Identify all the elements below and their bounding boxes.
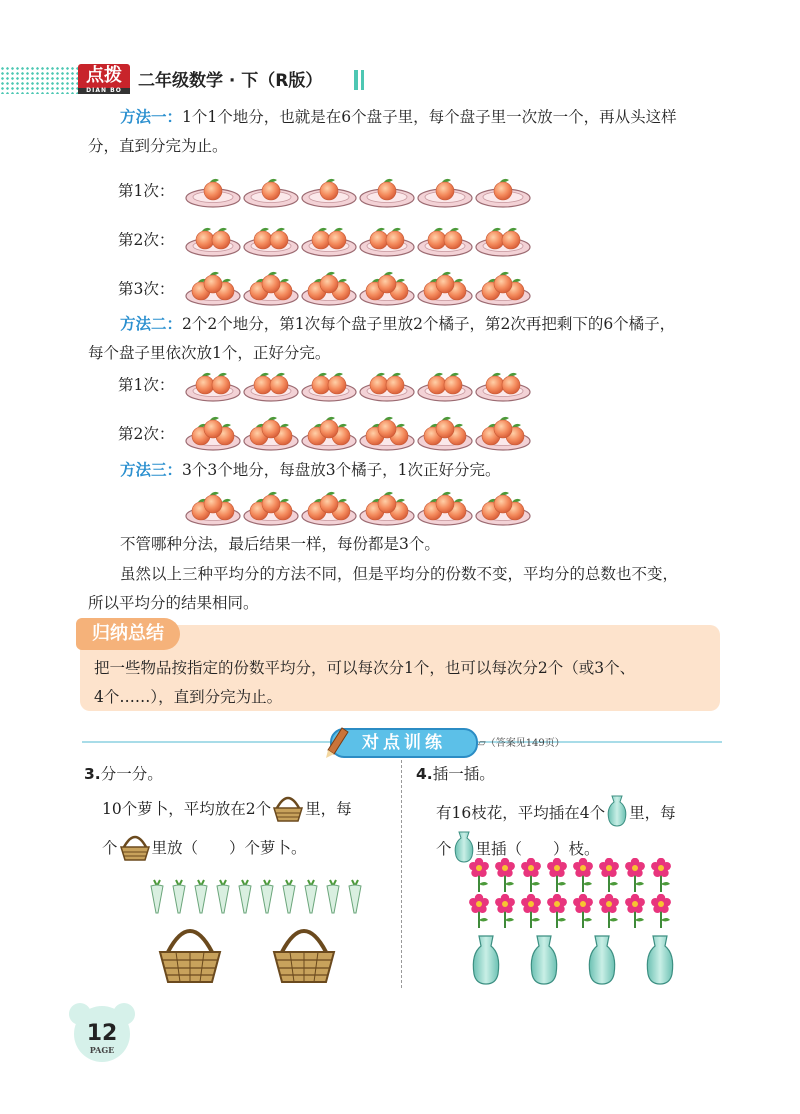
summary-line2: 4个……），直到分完为止。 (94, 688, 283, 706)
plate-with-oranges (474, 221, 532, 257)
plate-with-oranges (184, 415, 242, 451)
q4-number: 4. (416, 765, 433, 783)
plate-with-oranges (474, 172, 532, 208)
plates (184, 221, 532, 257)
carrot-icon (258, 876, 276, 914)
plate-with-oranges (184, 221, 242, 257)
brand-logo: 点拨 DIAN BO (78, 64, 130, 94)
plate-with-oranges (242, 172, 300, 208)
flower-icon (544, 858, 570, 892)
plates (184, 270, 532, 306)
plate-with-oranges (358, 415, 416, 451)
q4-line2a: 个 (436, 840, 452, 858)
plate-with-oranges (416, 270, 474, 306)
flower-icon (466, 858, 492, 892)
method3-label: 方法三： (120, 461, 183, 479)
carrot-icon (280, 876, 298, 914)
plate-with-oranges (300, 415, 358, 451)
flower-icon (648, 858, 674, 892)
flower-grid (466, 858, 676, 928)
method1-text2: 分，直到分完为止。 (88, 137, 228, 155)
q4-title: 插一插。 (432, 765, 495, 783)
plates (184, 172, 532, 208)
conclusion-1: 不管哪种分法，最后结果一样，每份都是3个。 (120, 535, 440, 553)
plate-with-oranges (184, 366, 242, 402)
fruit-row (118, 172, 532, 208)
plate-with-oranges (300, 366, 358, 402)
carrot-icon (302, 876, 320, 914)
plate-with-oranges (474, 490, 532, 526)
carrot-icon (346, 876, 364, 914)
q3-line1 (102, 794, 352, 824)
method1-text1: 1个1个地分，也就是在6个盘子里，每个盘子里一次放一个，再从头这样 (182, 108, 677, 126)
fruit-row (118, 270, 532, 306)
plates (184, 490, 532, 526)
plate-with-oranges (358, 270, 416, 306)
q4-line1a: 有16枝花，平均插在4个 (436, 804, 606, 822)
method1-label: 方法一： (120, 108, 183, 126)
page-number-badge (66, 1000, 138, 1064)
plate-with-oranges (300, 490, 358, 526)
method1-paragraph (120, 103, 730, 132)
plate-with-oranges (416, 490, 474, 526)
conclusion-2b: 所以平均分的结果相同。 (88, 594, 259, 612)
summary-tag: 归纳总结 (76, 618, 180, 650)
plate-with-oranges (358, 490, 416, 526)
method2-paragraph (120, 310, 730, 339)
q3-line1a: 10个萝卜，平均放在2个 (102, 800, 272, 818)
pencil-icon (322, 720, 352, 760)
plate-with-oranges (242, 270, 300, 306)
q3-line1b: 里，每 (305, 800, 352, 818)
row-label: 第1次： (118, 182, 175, 200)
method2-text1: 2个2个地分，第1次每个盘子里放2个橘子，第2次再把剩下的6个橘子， (182, 315, 676, 333)
flower-icon (544, 894, 570, 928)
header-bar-decoration (361, 70, 364, 90)
carrot-icon (214, 876, 232, 914)
plates (184, 415, 532, 451)
header-bar-decoration (354, 70, 358, 90)
q3-title: 分一分。 (100, 765, 163, 783)
plate-with-oranges (474, 415, 532, 451)
book-title: 二年级数学 · 下（R版） (138, 71, 323, 91)
vase-icon (470, 934, 502, 986)
flower-icon (492, 858, 518, 892)
plate-with-oranges (358, 221, 416, 257)
carrot-icon (236, 876, 254, 914)
vase-icon (605, 794, 629, 828)
plate-with-oranges (242, 490, 300, 526)
vase-icon (586, 934, 618, 986)
flower-icon (622, 858, 648, 892)
flower-icon (622, 894, 648, 928)
row-label: 第1次： (118, 376, 175, 394)
fruit-row (118, 221, 532, 257)
plate-with-oranges (358, 172, 416, 208)
q3-number: 3. (84, 765, 101, 783)
plate-with-oranges (416, 221, 474, 257)
plate-with-oranges (184, 490, 242, 526)
row-label: 第2次： (118, 231, 175, 249)
fruit-row (118, 415, 532, 451)
basket-icon (270, 920, 338, 984)
q3-line2b: 里放（ ）个萝卜。 (151, 839, 307, 857)
plate-with-oranges (358, 366, 416, 402)
carrot-icon (170, 876, 188, 914)
plate-with-oranges (242, 366, 300, 402)
basket-row (156, 920, 338, 984)
header-dots-decoration (0, 66, 86, 94)
method2-text2: 每个盘子里依次放1个，正好分完。 (88, 344, 331, 362)
row-label: 第2次： (118, 425, 175, 443)
plate-with-oranges (184, 172, 242, 208)
method3-paragraph (120, 456, 500, 485)
q3-line2a: 个 (102, 839, 118, 857)
summary-line1: 把一些物品按指定的份数平均分，可以每次分1个，也可以每次分2个（或3个、 (94, 659, 636, 677)
fruit-row (118, 490, 532, 526)
fruit-row (118, 366, 532, 402)
plate-with-oranges (416, 172, 474, 208)
flower-icon (492, 894, 518, 928)
basket-icon (271, 794, 305, 822)
q4-line2b: 里插（ ）枝。 (475, 840, 600, 858)
flower-icon (518, 894, 544, 928)
plate-with-oranges (184, 270, 242, 306)
q4-line1 (436, 794, 676, 828)
plate-with-oranges (300, 270, 358, 306)
vase-icon (528, 934, 560, 986)
q4-heading (416, 760, 495, 789)
plate-with-oranges (416, 415, 474, 451)
column-divider (401, 760, 402, 988)
conclusion-2a: 虽然以上三种平均分的方法不同，但是平均分的份数不变，平均分的总数也不变， (120, 565, 679, 583)
flower-icon (596, 858, 622, 892)
carrot-row (148, 876, 364, 914)
plate-with-oranges (242, 221, 300, 257)
training-title: 对点训练 (330, 728, 478, 758)
flower-icon (570, 858, 596, 892)
plate-with-oranges (300, 172, 358, 208)
page-number: 12 (86, 1021, 118, 1046)
plates (184, 366, 532, 402)
method3-text: 3个3个地分，每盘放3个橘子，1次正好分完。 (182, 461, 501, 479)
vase-icon (644, 934, 676, 986)
plate-with-oranges (474, 270, 532, 306)
plate-with-oranges (242, 415, 300, 451)
vase-row (470, 934, 676, 986)
page-label: PAGE (89, 1045, 115, 1055)
q3-line2 (102, 833, 307, 863)
flower-icon (466, 894, 492, 928)
carrot-icon (148, 876, 166, 914)
method2-label: 方法二： (120, 315, 183, 333)
flower-icon (570, 894, 596, 928)
carrot-icon (192, 876, 210, 914)
row-label: 第3次： (118, 280, 175, 298)
flower-icon (596, 894, 622, 928)
q4-line1b: 里，每 (629, 804, 676, 822)
basket-icon (118, 833, 152, 861)
plate-with-oranges (416, 366, 474, 402)
basket-icon (156, 920, 224, 984)
q3-heading (84, 760, 163, 789)
flower-icon (518, 858, 544, 892)
flower-icon (648, 894, 674, 928)
plate-with-oranges (300, 221, 358, 257)
plate-with-oranges (474, 366, 532, 402)
carrot-icon (324, 876, 342, 914)
answer-reference-note: ▱（答案见149页） (478, 738, 565, 749)
page-header (0, 62, 800, 100)
